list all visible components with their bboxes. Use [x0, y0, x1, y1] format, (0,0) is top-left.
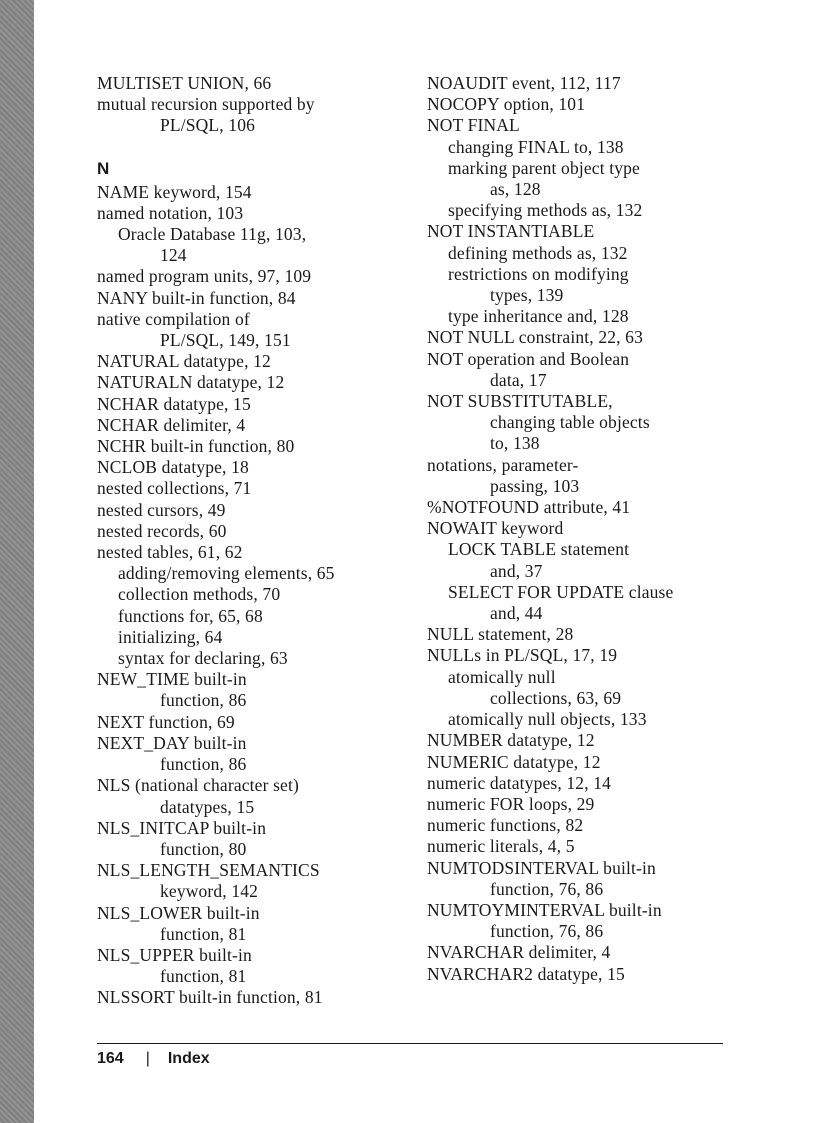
index-subentry: LOCK TABLE statement: [448, 539, 630, 560]
index-entry-continuation: 124: [160, 245, 187, 266]
index-section-letter: N: [97, 158, 110, 178]
index-subentry: syntax for declaring, 63: [118, 648, 288, 669]
index-entry: named notation, 103: [97, 202, 244, 223]
index-subentry: collection methods, 70: [118, 584, 281, 605]
index-entry: nested cursors, 49: [97, 499, 226, 520]
index-subentry: changing FINAL to, 138: [448, 136, 624, 157]
index-entry-continuation: function, 76, 86: [490, 878, 604, 899]
footer-separator: |: [145, 1050, 150, 1067]
index-entry: numeric literals, 4, 5: [427, 836, 575, 857]
index-entry-continuation: datatypes, 15: [160, 796, 255, 817]
index-entry-continuation: as, 128: [490, 179, 541, 200]
index-entry-continuation: PL/SQL, 149, 151: [160, 330, 291, 351]
index-entry: NOT operation and Boolean: [427, 348, 630, 369]
index-subentry: defining methods as, 132: [448, 242, 628, 263]
index-entry-continuation: and, 44: [490, 603, 543, 624]
index-entry: NOT INSTANTIABLE: [427, 221, 595, 242]
index-entry: NLS_UPPER built-in: [97, 944, 252, 965]
index-entry: NOCOPY option, 101: [427, 94, 586, 115]
index-entry: NVARCHAR2 datatype, 15: [427, 963, 625, 984]
index-entry: native compilation of: [97, 308, 250, 329]
index-subentry: atomically null objects, 133: [448, 709, 647, 730]
index-entry: NVARCHAR delimiter, 4: [427, 942, 611, 963]
index-entry: NCHR built-in function, 80: [97, 436, 295, 457]
index-entry: NEXT_DAY built-in: [97, 732, 247, 753]
index-entry: NATURAL datatype, 12: [97, 351, 271, 372]
index-entry-continuation: function, 81: [160, 966, 247, 987]
index-entry-continuation: collections, 63, 69: [490, 687, 622, 708]
page-number: 164: [97, 1050, 124, 1067]
index-subentry: initializing, 64: [118, 626, 223, 647]
page-footer: [97, 1048, 210, 1070]
index-entry-continuation: function, 76, 86: [490, 921, 604, 942]
index-entry-continuation: to, 138: [490, 433, 540, 454]
index-entry: NAME keyword, 154: [97, 181, 252, 202]
index-entry: NULL statement, 28: [427, 624, 574, 645]
index-entry: NLS (national character set): [97, 775, 299, 796]
index-entry: MULTISET UNION, 66: [97, 73, 272, 93]
index-entry-continuation: data, 17: [490, 369, 547, 390]
index-entry: %NOTFOUND attribute, 41: [427, 497, 631, 518]
index-entry: NLS_LOWER built-in: [97, 902, 260, 923]
index-entry: NCHAR delimiter, 4: [97, 414, 246, 435]
index-column-right: [427, 73, 737, 985]
index-entry: NCLOB datatype, 18: [97, 457, 249, 478]
index-subentry: Oracle Database 11g, 103,: [118, 224, 307, 245]
index-entry: NLSSORT built-in function, 81: [97, 987, 323, 1008]
index-entry: numeric functions, 82: [427, 815, 584, 836]
index-entry: NULLs in PL/SQL, 17, 19: [427, 645, 618, 666]
index-subentry: SELECT FOR UPDATE clause: [448, 581, 674, 602]
footer-rule: [97, 1043, 723, 1044]
index-entry: NATURALN datatype, 12: [97, 372, 285, 393]
index-entry: notations, parameter-: [427, 454, 579, 475]
index-entry: NLS_INITCAP built-in: [97, 817, 267, 838]
index-entry-continuation: function, 86: [160, 754, 247, 775]
index-entry-continuation: function, 81: [160, 923, 247, 944]
index-entry: NOAUDIT event, 112, 117: [427, 73, 621, 93]
index-entry: NOT SUBSTITUTABLE,: [427, 391, 613, 412]
index-entry: NOT NULL constraint, 22, 63: [427, 327, 643, 348]
index-entry: NANY built-in function, 84: [97, 287, 296, 308]
index-entry-continuation: types, 139: [490, 285, 564, 306]
index-entry: named program units, 97, 109: [97, 266, 312, 287]
index-column-left: [97, 73, 407, 1009]
index-entry: nested records, 60: [97, 520, 227, 541]
index-subentry: adding/removing elements, 65: [118, 563, 335, 584]
index-subentry: marking parent object type: [448, 157, 640, 178]
index-subentry: restrictions on modifying: [448, 263, 629, 284]
index-subentry: functions for, 65, 68: [118, 605, 263, 626]
index-entry-continuation: PL/SQL, 106: [160, 115, 255, 136]
index-entry: nested tables, 61, 62: [97, 542, 243, 563]
index-entry: NUMBER datatype, 12: [427, 730, 595, 751]
index-entry: NOT FINAL: [427, 115, 520, 136]
index-entry-continuation: keyword, 142: [160, 881, 259, 902]
index-entry: mutual recursion supported by: [97, 94, 315, 115]
index-entry: NEW_TIME built-in: [97, 669, 247, 690]
index-entry: NUMTOYMINTERVAL built-in: [427, 899, 662, 920]
index-entry: NEXT function, 69: [97, 711, 235, 732]
index-entry-continuation: passing, 103: [490, 475, 580, 496]
page-edge: [0, 0, 34, 1123]
index-subentry: specifying methods as, 132: [448, 200, 643, 221]
index-entry: NLS_LENGTH_SEMANTICS: [97, 860, 320, 881]
index-entry: NOWAIT keyword: [427, 518, 564, 539]
index-entry: numeric datatypes, 12, 14: [427, 772, 612, 793]
index-subentry: atomically null: [448, 666, 556, 687]
index-entry: NUMTODSINTERVAL built-in: [427, 857, 656, 878]
index-subentry: type inheritance and, 128: [448, 306, 629, 327]
index-entry: nested collections, 71: [97, 478, 252, 499]
index-entry: NUMERIC datatype, 12: [427, 751, 601, 772]
index-entry-continuation: function, 80: [160, 838, 247, 859]
index-entry-continuation: and, 37: [490, 560, 543, 581]
section-title: Index: [167, 1050, 210, 1067]
index-entry-continuation: changing table objects: [490, 412, 650, 433]
index-entry: numeric FOR loops, 29: [427, 793, 595, 814]
index-entry: NCHAR datatype, 15: [97, 393, 251, 414]
index-entry-continuation: function, 86: [160, 690, 247, 711]
